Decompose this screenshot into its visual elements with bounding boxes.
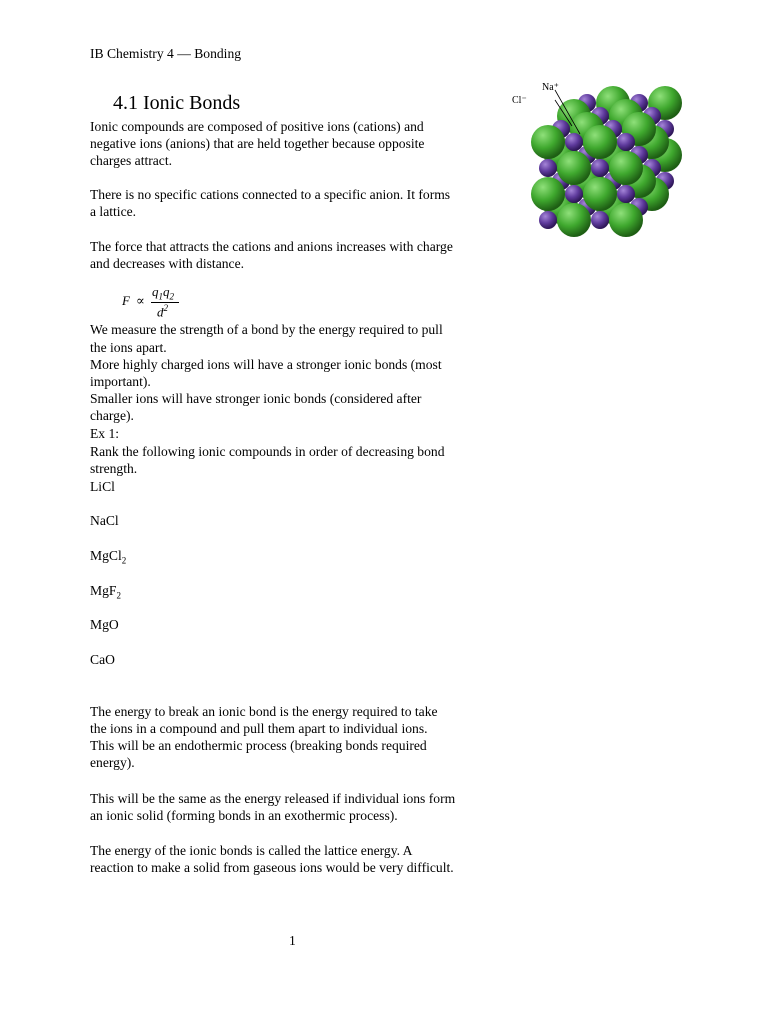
compound-item: MgF$_2$ bbox=[90, 583, 121, 601]
text-line: reaction to make a solid from gaseous ions would be very difficult. bbox=[90, 860, 454, 875]
text-line: More highly charged ions will have a stronger ionic bonds (most bbox=[90, 357, 442, 372]
formula-denominator: $d^2$ bbox=[157, 303, 168, 320]
chloride-ion-sphere bbox=[557, 151, 591, 185]
nacl-lattice-figure bbox=[508, 74, 682, 252]
text-line: energy). bbox=[90, 755, 135, 770]
compound-item: CaO bbox=[90, 652, 115, 667]
chloride-ion-sphere bbox=[557, 203, 591, 237]
text-line: The energy of the ionic bonds is called the lattice energy. A bbox=[90, 843, 413, 858]
text-line: Rank the following ionic compounds in order of decreasing bond bbox=[90, 444, 445, 459]
text-line: charges attract. bbox=[90, 153, 173, 168]
coulomb-formula bbox=[122, 284, 192, 320]
compound-item: MgCl$_2$ bbox=[90, 548, 127, 566]
text-line: This will be the same as the energy released if individual ions form bbox=[90, 791, 456, 806]
text-line: This will be an endothermic process (breaking bonds required bbox=[90, 738, 427, 753]
text-line: important). bbox=[90, 374, 151, 389]
compound-item: MgO bbox=[90, 617, 119, 632]
sodium-ion-sphere bbox=[617, 133, 635, 151]
anion-label: Cl⁻ bbox=[512, 95, 527, 106]
text-line: negative ions (anions) that are held together because opposite bbox=[90, 136, 425, 151]
text-line: charge). bbox=[90, 408, 134, 423]
text-line: Ionic compounds are composed of positive ions (cations) and bbox=[90, 119, 424, 134]
sodium-ion-sphere bbox=[591, 159, 609, 177]
cation-label: Na⁺ bbox=[542, 82, 559, 93]
text-line: the ions apart. bbox=[90, 340, 167, 355]
chloride-ion-sphere bbox=[583, 177, 617, 211]
text-line: The force that attracts the cations and anions increases with charge bbox=[90, 239, 453, 254]
sodium-ion-sphere bbox=[565, 185, 583, 203]
text-line: There is no specific cations connected to a specific anion. It forms bbox=[90, 187, 451, 202]
compound-item: LiCl bbox=[90, 479, 115, 494]
text-line: We measure the strength of a bond by the energy required to pull bbox=[90, 322, 443, 337]
text-line: The energy to break an ionic bond is the energy required to take bbox=[90, 704, 438, 719]
document-header: IB Chemistry 4 — Bonding bbox=[90, 46, 242, 61]
text-line: the ions in a compound and pull them apart to individual ions. bbox=[90, 721, 428, 736]
formula-proportional-symbol: ∝ bbox=[136, 293, 145, 308]
section-title: 4.1 Ionic Bonds bbox=[113, 92, 241, 114]
sodium-ion-sphere bbox=[591, 211, 609, 229]
text-line: an ionic solid (forming bonds in an exothermic process). bbox=[90, 808, 398, 823]
page-number: 1 bbox=[289, 933, 296, 948]
formula-numerator: $q_1q_2$ bbox=[152, 284, 174, 302]
text-line: and decreases with distance. bbox=[90, 256, 244, 271]
text-line: a lattice. bbox=[90, 204, 137, 219]
sodium-ion-sphere bbox=[539, 211, 557, 229]
text-line: strength. bbox=[90, 461, 138, 476]
chloride-ion-sphere bbox=[531, 125, 565, 159]
chloride-ion-sphere bbox=[609, 151, 643, 185]
chloride-ion-sphere bbox=[531, 177, 565, 211]
text-line: Ex 1: bbox=[90, 426, 120, 441]
compound-item: NaCl bbox=[90, 513, 119, 528]
text-line: Smaller ions will have stronger ionic bonds (considered after bbox=[90, 391, 422, 406]
chloride-ion-sphere bbox=[583, 125, 617, 159]
formula-force: F bbox=[122, 293, 130, 308]
sodium-ion-sphere bbox=[617, 185, 635, 203]
chloride-ion-sphere bbox=[609, 203, 643, 237]
sodium-ion-sphere bbox=[539, 159, 557, 177]
sodium-ion-sphere bbox=[565, 133, 583, 151]
